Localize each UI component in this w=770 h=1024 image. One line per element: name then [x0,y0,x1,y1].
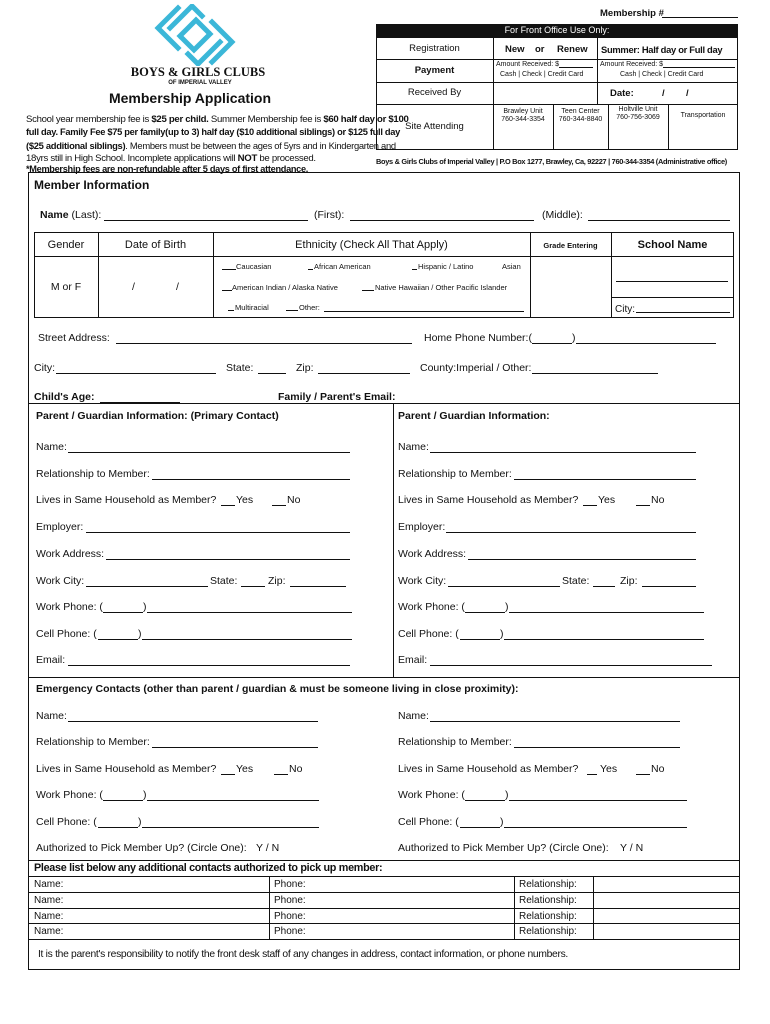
office-date-label: Date: [610,88,634,99]
addl-rel-1: Relationship: [519,879,577,890]
p1-employer-field[interactable] [86,521,350,533]
p1-cell-phone-area[interactable] [98,628,138,640]
first-name-label: (First): [314,209,345,221]
name-row: Name (Last): [40,209,102,221]
eth-african-american[interactable]: African American [314,262,371,271]
p1-zip-field[interactable] [290,575,346,587]
p1-email-field[interactable] [68,654,350,666]
logo [150,4,240,66]
state-field[interactable] [258,362,286,374]
p2-household-yes[interactable]: Yes [598,494,616,506]
p1-work-city-field[interactable] [86,575,208,587]
e1-relationship-field[interactable] [152,736,318,748]
fee-text-line-5: *Membership fees are non-refundable after 5 days of first attendance. [26,164,309,174]
p2-name-field[interactable] [430,441,696,453]
site-holtville[interactable]: Holtville Unit 760-756-3069 [616,106,660,121]
office-site-attending-label: Site Attending [405,121,464,132]
membership-number-label: Membership # [600,8,664,19]
p2-work-phone-area[interactable] [465,601,505,613]
p2-relationship-field[interactable] [514,468,696,480]
state-label: State: [226,362,254,374]
office-amount-received: Amount Received: $ [496,61,560,68]
eth-other-label: Other: [299,303,320,312]
county-field[interactable] [532,362,658,374]
p1-household-yes[interactable]: Yes [236,494,254,506]
office-pay-methods-2: Cash | Check | Credit Card [620,71,704,78]
school-city-label: City: [615,304,635,315]
child-age-field[interactable] [100,391,180,403]
addl-rel-3: Relationship: [519,911,577,922]
last-name-field[interactable] [104,209,308,221]
eth-multiracial[interactable]: Multiracial [235,303,269,312]
addl-rel-4: Relationship: [519,926,577,937]
document-title: Membership Application [108,90,272,106]
p2-household-no[interactable]: No [651,494,665,506]
primary-parent-title: Parent / Guardian Information: (Primary Contact) [36,410,279,422]
first-name-field[interactable] [350,209,534,221]
e2-authorized-yn[interactable]: Y / N [620,842,644,854]
e1-household-no[interactable]: No [289,763,303,775]
p2-employer-field[interactable] [446,521,696,533]
fee-text-line-4: 18yrs still in High School. Incomplete applications will NOT be processed. [26,153,316,164]
home-phone-field[interactable] [576,332,716,344]
zip-label: Zip: [296,362,314,374]
office-or: or [535,44,545,55]
p1-household-no[interactable]: No [287,494,301,506]
membership-number-field[interactable] [662,8,738,18]
child-age-label: Child's Age: [34,391,95,403]
addl-phone-2: Phone: [274,895,306,906]
gender-value[interactable]: M or F [50,281,82,293]
eth-caucasian[interactable]: Caucasian [236,262,272,271]
p1-name-field[interactable] [68,441,350,453]
home-phone-label: Home Phone Number:( [424,332,532,344]
gender-header: Gender [47,239,85,251]
addl-phone-3: Phone: [274,911,306,922]
eth-american-indian[interactable]: American Indian / Alaska Native [232,283,338,292]
e1-authorized-yn[interactable]: Y / N [256,842,280,854]
home-phone-area[interactable] [532,332,572,344]
office-new[interactable]: New [505,44,525,55]
e1-work-phone-area[interactable] [103,789,143,801]
street-label: Street Address: [38,332,110,344]
p1-work-address-field[interactable] [106,548,350,560]
street-field[interactable] [116,332,412,344]
addl-phone-4: Phone: [274,926,306,937]
p2-work-city-field[interactable] [448,575,560,587]
office-renew[interactable]: Renew [557,44,588,55]
p1-cell-phone-field[interactable] [142,628,352,640]
p2-state-field[interactable] [593,575,615,587]
addl-phone-1: Phone: [274,879,306,890]
member-info-title: Member Information [34,178,150,192]
e2-work-phone-area[interactable] [465,789,505,801]
p2-zip-field[interactable] [642,575,696,587]
addl-name-2: Name: [34,895,64,906]
dob-header: Date of Birth [124,239,187,251]
county-label: County:Imperial / Other: [420,362,532,374]
site-teen-center[interactable]: Teen Center 760-344-8840 [558,108,603,123]
fee-text-line-3: ($25 additional siblings). Members must be between the ages of 5yrs and in Kindergarten and [26,140,396,151]
secondary-parent-title: Parent / Guardian Information: [398,410,550,422]
p1-work-phone-field[interactable] [147,601,352,613]
office-address: Boys & Girls Clubs of Imperial Valley | P.O Box 1277, Brawley, Ca, 92227 | 760-344-3354 (Administrative office) [376,157,727,166]
office-payment-label: Payment [414,65,455,76]
fee-text-line-1: School year membership fee is $25 per child. Summer Membership fee is $60 half day or $100 [26,114,409,125]
city-field[interactable] [56,362,216,374]
addl-rel-2: Relationship: [519,895,577,906]
eth-asian[interactable]: Asian [502,262,521,271]
boys-girls-clubs-logo-icon [150,4,240,66]
e2-name-field[interactable] [430,710,680,722]
org-name: BOYS & GIRLS CLUBS [130,65,266,79]
emergency-title: Emergency Contacts (other than parent / guardian & must be someone living in close proximity): [36,683,519,695]
zip-field[interactable] [318,362,410,374]
family-email-label: Family / Parent's Email: [278,391,396,403]
e1-household-yes[interactable]: Yes [236,763,254,775]
middle-name-field[interactable] [588,209,730,221]
e1-name-field[interactable] [68,710,318,722]
office-pay-methods: Cash | Check | Credit Card [500,71,584,78]
office-summer[interactable]: Summer: Half day or Full day [601,44,723,55]
site-transportation[interactable]: Transportation [680,112,726,119]
grade-header: Grade Entering [543,241,598,250]
site-brawley[interactable]: Brawley Unit 760-344-3354 [501,108,545,123]
office-received-by-label: Received By [407,87,462,98]
ethnicity-header: Ethnicity (Check All That Apply) [295,239,448,251]
p1-relationship-field[interactable] [152,468,350,480]
addl-name-4: Name: [34,926,64,937]
addl-name-3: Name: [34,911,64,922]
e2-household-no[interactable]: No [651,763,665,775]
footer-notice: It is the parent's responsibility to notify the front desk staff of any changes in address, contact information, or phone numbers. [38,949,568,960]
eth-hispanic[interactable]: Hispanic / Latino [418,262,474,271]
p1-state-field[interactable] [241,575,265,587]
school-name-field[interactable] [616,272,728,282]
city-label: City: [34,362,55,374]
eth-other-field[interactable] [324,303,524,312]
org-sub: OF IMPERIAL VALLEY [168,80,232,86]
office-registration-label: Registration [409,43,460,54]
e1-work-phone-field[interactable] [147,789,319,801]
e1-cell-phone-area[interactable] [98,816,138,828]
fee-text-line-2: full day. Family Fee $75 per family(up to 3) half day ($10 additional siblings) or $125 full day [26,127,400,137]
e2-relationship-field[interactable] [514,736,680,748]
p2-work-address-field[interactable] [468,548,696,560]
additional-contacts-title: Please list below any additional contacts authorized to pick up member: [34,862,383,874]
p1-work-phone-area[interactable] [103,601,143,613]
middle-name-label: (Middle): [542,209,583,221]
p2-cell-phone-area[interactable] [460,628,500,640]
e2-work-phone-field[interactable] [509,789,687,801]
school-header: School Name [637,239,708,251]
office-header: For Front Office Use Only: [376,24,738,37]
office-amount-received-2: Amount Received: $ [600,61,664,68]
e2-cell-phone-area[interactable] [460,816,500,828]
p2-work-phone-field[interactable] [509,601,704,613]
e2-household-yes[interactable]: Yes [600,763,618,775]
addl-name-1: Name: [34,879,64,890]
eth-pacific-islander[interactable]: Native Hawaiian / Other Pacific Islander [375,283,508,292]
e2-cell-phone-field[interactable] [504,816,687,828]
school-city-field[interactable] [636,303,730,313]
e1-cell-phone-field[interactable] [142,816,319,828]
p2-cell-phone-field[interactable] [504,628,704,640]
p2-email-field[interactable] [430,654,712,666]
